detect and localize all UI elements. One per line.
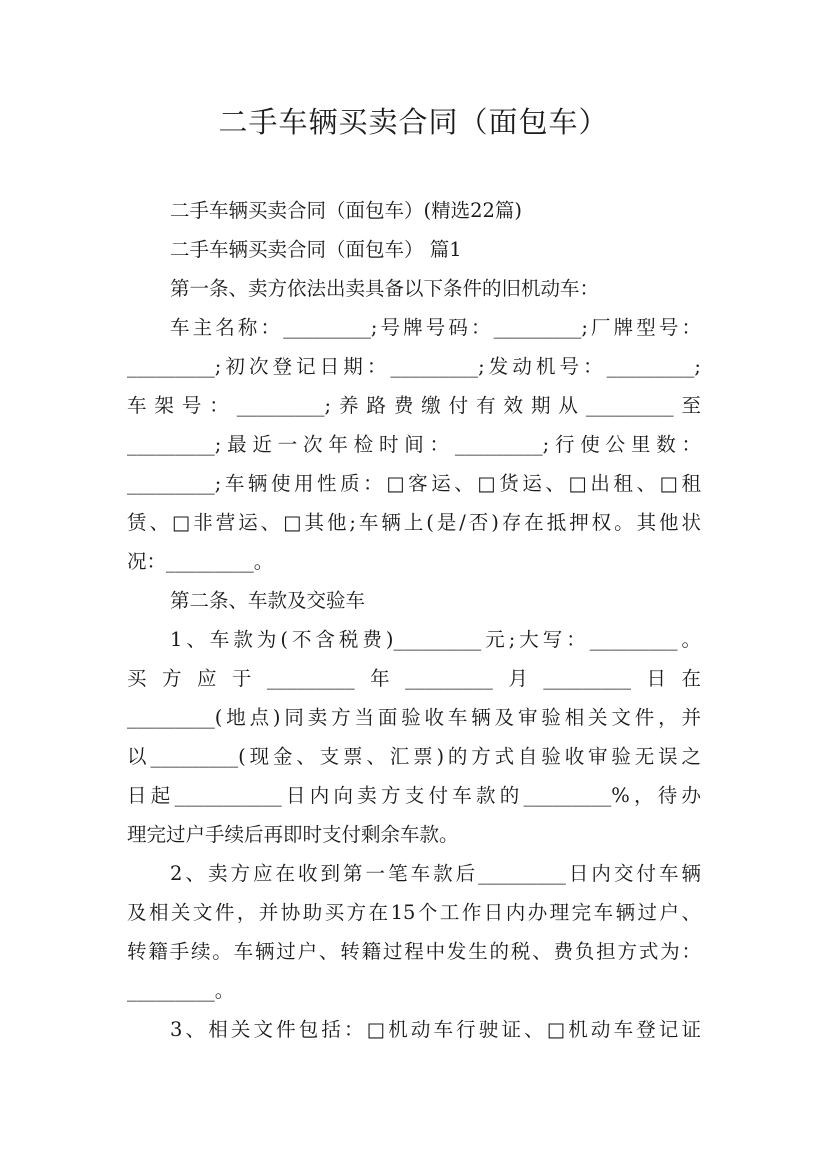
- paragraph-line: _________;初次登记日期：_________;发动机号：_________;: [127, 355, 701, 378]
- paragraph-line: 车架号：_________;养路费缴付有效期从_________至: [127, 394, 701, 417]
- paragraph-line: 买方应于_________年_________月_________日在: [127, 667, 701, 690]
- paragraph-line: 转籍手续。车辆过户、转籍过程中发生的税、费负担方式为：: [127, 940, 701, 963]
- paragraph-line: 2、卖方应在收到第一笔车款后_________日内交付车辆: [170, 862, 701, 885]
- paragraph-line: 3、相关文件包括：□机动车行驶证、□机动车登记证: [170, 1018, 701, 1041]
- paragraph-line: _________(地点)同卖方当面验收车辆及审验相关文件，并: [127, 706, 701, 729]
- paragraph-line: 日起___________日内向卖方支付车款的_________%，待办: [127, 784, 701, 807]
- paragraph-line: _________;最近一次年检时间：_________;行使公里数：: [127, 433, 701, 456]
- paragraph-line: 况：_________。: [127, 550, 274, 573]
- paragraph-line: 车主名称：_________;号牌号码：_________;厂牌型号：: [170, 316, 701, 339]
- paragraph-line: 1、车款为(不含税费)_________元;大写：_________。: [170, 628, 701, 651]
- paragraph-line: 理完过户手续后再即时支付剩余车款。: [127, 823, 459, 846]
- paragraph-line: 及相关文件，并协助买方在15个工作日内办理完车辆过户、: [127, 901, 701, 924]
- article-heading: 第二条、车款及交验车: [170, 589, 366, 612]
- paragraph-line: 赁、□非营运、□其他;车辆上(是/否)存在抵押权。其他状: [127, 511, 701, 534]
- paragraph-line: 以_________(现金、支票、汇票)的方式自验收审验无误之: [127, 745, 701, 768]
- subtitle-line: 二手车辆买卖合同（面包车）(精选22篇): [170, 199, 523, 222]
- article-heading: 第一条、卖方依法出卖具备以下条件的旧机动车：: [170, 277, 600, 300]
- paragraph-line: _________;车辆使用性质：□客运、□货运、□出租、□租: [127, 472, 701, 495]
- document-title: 二手车辆买卖合同（面包车）: [218, 105, 609, 139]
- section-heading: 二手车辆买卖合同（面包车） 篇1: [170, 238, 462, 261]
- paragraph-line: _________。: [127, 979, 235, 1002]
